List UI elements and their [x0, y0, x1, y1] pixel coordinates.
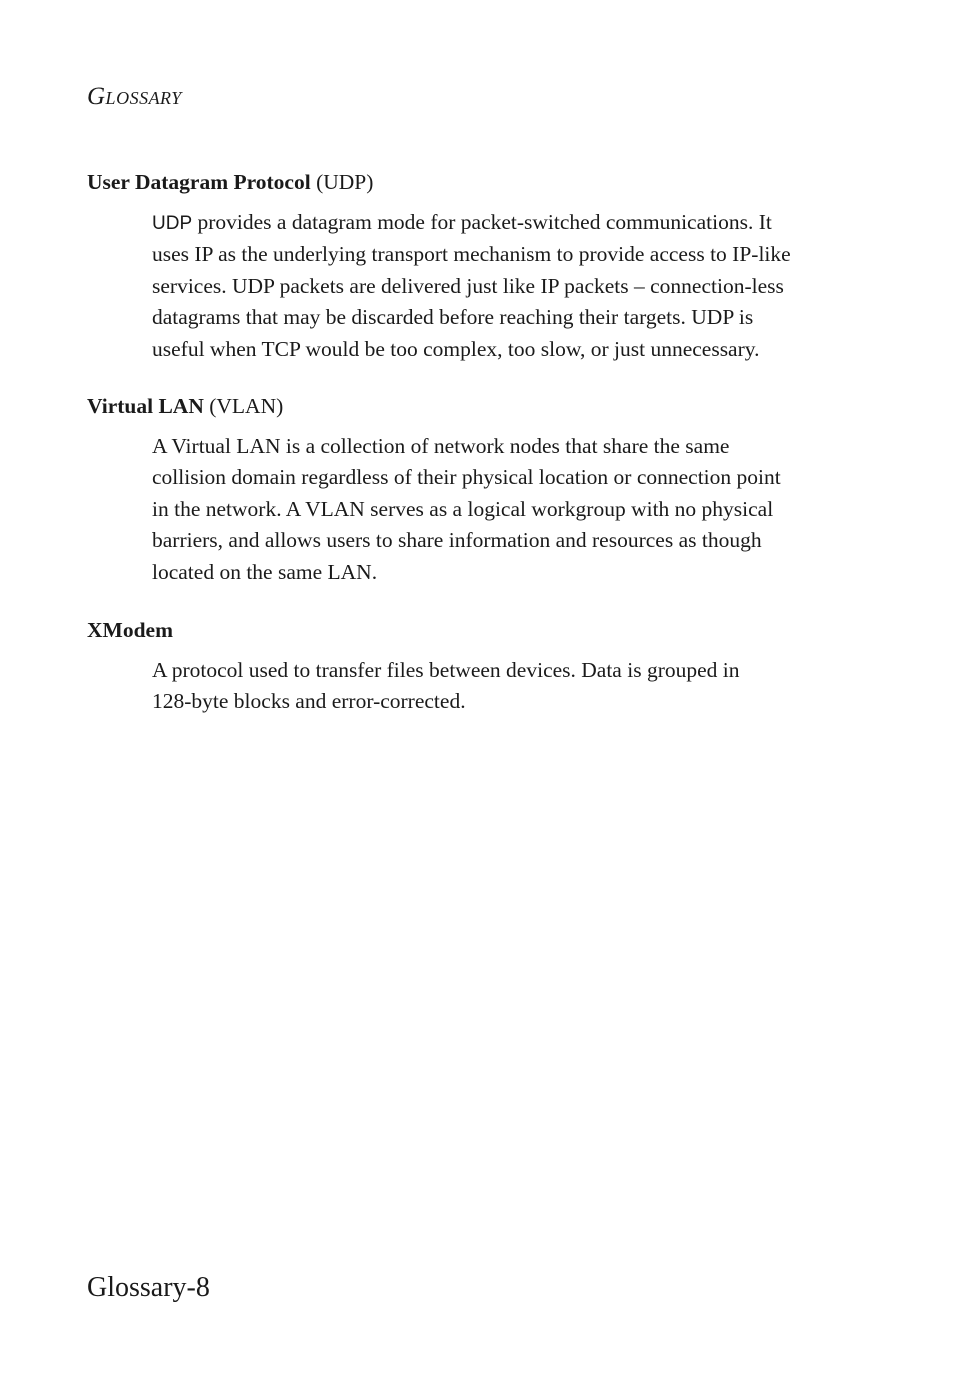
glossary-term — [87, 167, 857, 197]
running-header: Glossary — [87, 83, 182, 110]
term-definition — [152, 655, 857, 718]
definition-line: 128-byte blocks and error-corrected. — [152, 689, 466, 714]
page-number: Glossary-8 — [87, 1272, 210, 1303]
glossary-term — [87, 391, 857, 421]
definition-line: datagrams that may be discarded before reaching their targets. UDP is — [152, 305, 754, 330]
definition-line: barriers, and allows users to share information and resources as though — [152, 528, 762, 553]
definition-line-text: provides a datagram mode for packet-switched communications. It — [192, 210, 772, 234]
term-abbreviation: (VLAN) — [203, 394, 284, 418]
definition-line: A protocol used to transfer files between devices. Data is grouped in — [152, 658, 740, 682]
definition-line: in the network. A VLAN serves as a logical workgroup with no physical — [152, 496, 774, 521]
term-definition — [152, 207, 857, 365]
glossary-entry-xmodem — [87, 615, 857, 718]
glossary-entry-vlan — [87, 391, 857, 588]
definition-line: collision domain regardless of their physical location or connection point — [152, 465, 781, 490]
definition-line — [152, 207, 857, 239]
definition-line: useful when TCP would be too complex, too slow, or just unnecessary. — [152, 336, 760, 361]
term-name: User Datagram Protocol — [87, 170, 311, 194]
definition-line: located on the same LAN. — [152, 559, 378, 584]
term-name: Virtual LAN — [87, 394, 204, 418]
term-definition — [152, 431, 857, 588]
term-name: XModem — [87, 618, 173, 642]
glossary-entry-udp — [87, 167, 857, 365]
definition-line: uses IP as the underlying transport mechanism to provide access to IP-like — [152, 242, 791, 267]
definition-line: services. UDP packets are delivered just like IP packets – connection-less — [152, 273, 784, 298]
glossary-term — [87, 615, 857, 645]
definition-line: A Virtual LAN is a collection of network nodes that share the same — [152, 434, 730, 458]
definition-lead-word: UDP — [152, 213, 193, 234]
term-abbreviation: (UDP) — [310, 170, 374, 194]
